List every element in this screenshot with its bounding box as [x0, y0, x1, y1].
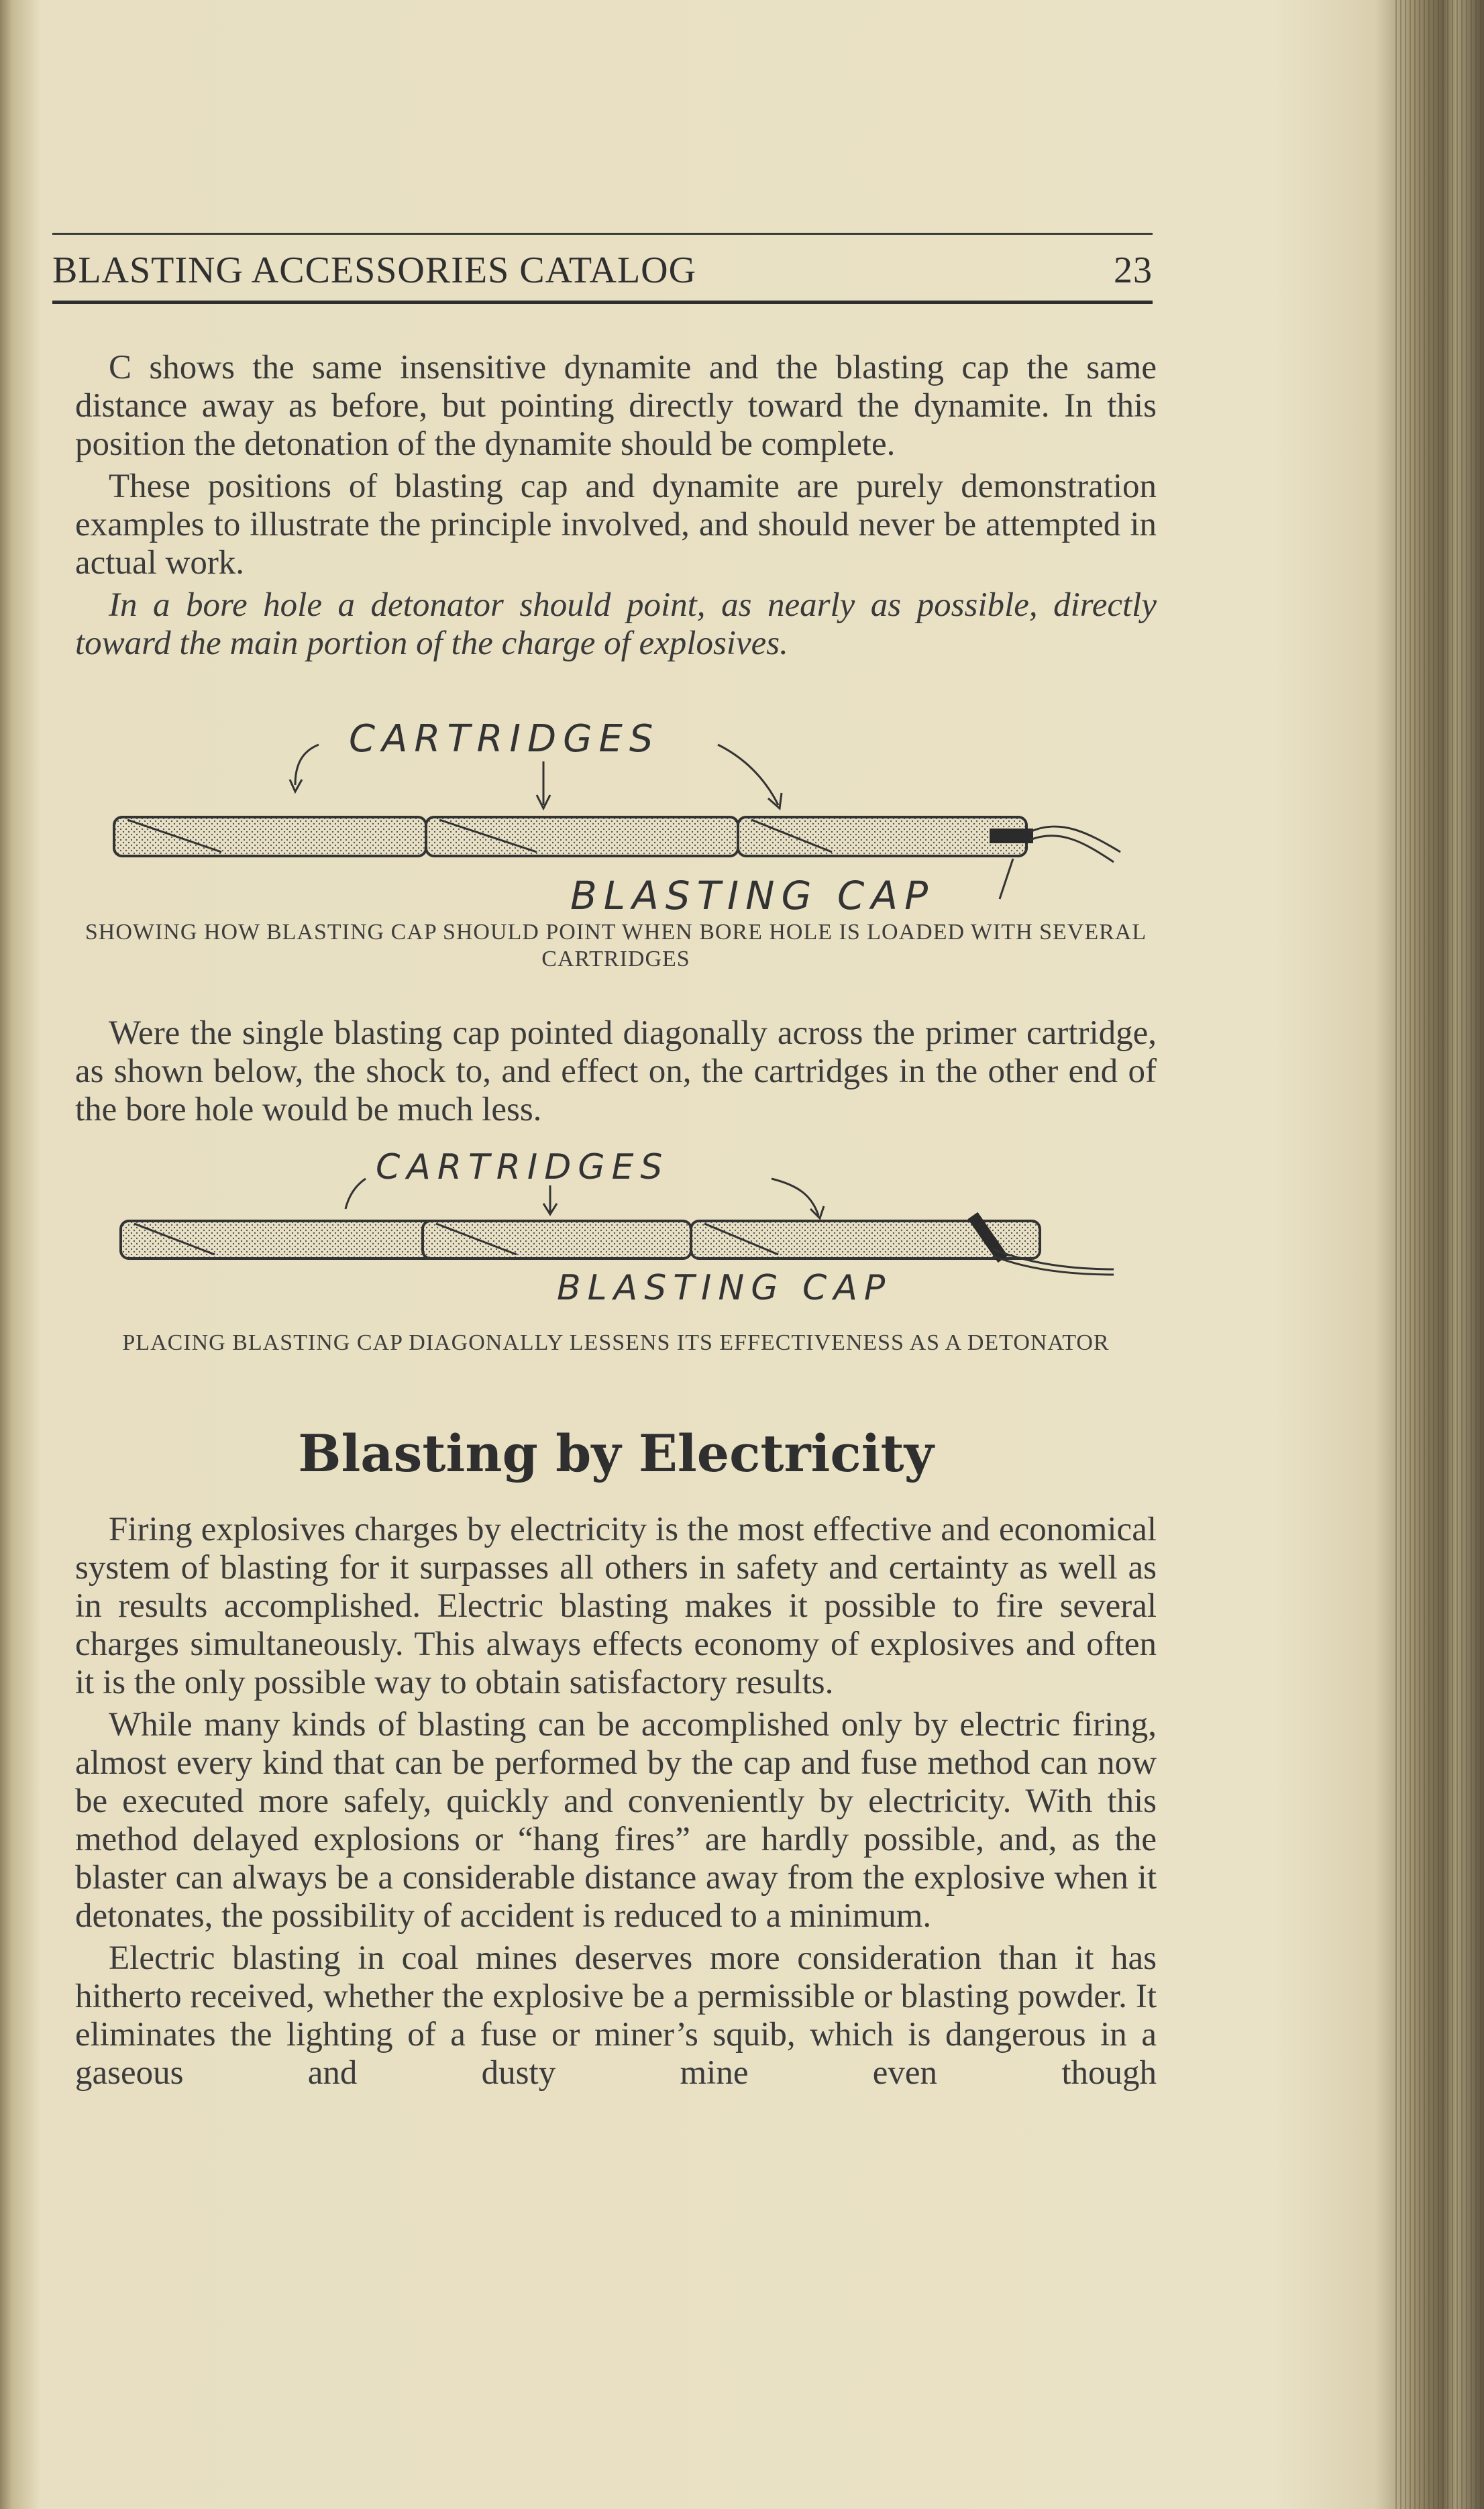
page-number: 23 — [1114, 250, 1153, 291]
paragraph-positions: These positions of blasting cap and dynamite are purely demonstration examples to illustrate the principle involved, and should never be attempted in actual work. — [75, 468, 1157, 582]
fig1-cartridge-3 — [738, 817, 1026, 856]
fig1-blasting-cap — [990, 829, 1033, 843]
fig2-label-cartridges: CARTRIDGES — [376, 1147, 670, 1187]
fig2-arrow-left — [346, 1179, 366, 1209]
paragraph-firing-explosives: Firing explosives charges by electricity is the most effective and economical system of blasting for it surpasses all others in safety and certainty as well as in results accomplished. Electric blasting makes it possible to fire several charges simultaneously. This always effects economy of explosives and often it is the only possible way to obtain satisfactory results. — [75, 1511, 1157, 1701]
fig1-label-cartridges: CARTRIDGES — [349, 717, 660, 761]
paragraph-block-2 — [75, 1014, 1157, 1129]
section-title: Blasting by Electricity — [298, 1424, 934, 1483]
fig2-cartridge-1 — [121, 1221, 443, 1259]
fig1-cartridge-2 — [426, 817, 738, 856]
header-rule-top — [52, 233, 1153, 235]
fig1-arrow-left — [295, 745, 319, 785]
fig1-cartridge-1 — [114, 817, 426, 856]
fig1-fuse-wire-2 — [1030, 836, 1114, 862]
running-header — [52, 247, 1153, 294]
header-title: BLASTING ACCESSORIES CATALOG — [52, 250, 697, 291]
paragraph-block-1 — [75, 349, 1157, 663]
paragraph-electric-firing: While many kinds of blasting can be accomplished only by electric firing, almost every kind that can be performed by the cap and fuse method can now be executed more safely, quickly and conveniently by electricity. With this method delayed explosions or “hang fires” are hardly possible, and, as the blaster can always be a considerable distance away from the explosive when it detonates, the possibility of accident is reduced to a minimum. — [75, 1706, 1157, 1935]
paragraph-c-shows: C shows the same insensitive dynamite and the blasting cap the same distance away as before, but pointing directly toward the dynamite. In this position the detonation of the dynamite should be complete. — [75, 349, 1157, 463]
fig1-fuse-wire-1 — [1030, 826, 1120, 852]
figure-1-caption: SHOWING HOW BLASTING CAP SHOULD POINT WHEN BORE HOLE IS LOADED WITH SEVERAL CARTRIDGES — [85, 920, 1147, 971]
header-rule-bottom — [52, 301, 1153, 304]
paragraph-coal-mines: Electric blasting in coal mines deserves more consideration than it has hitherto received, whether the explosive be a permissible or blasting powder. It eliminates the lighting of a fuse or miner’s squib, which is dangerous in a gaseous and dusty mine even though — [75, 1939, 1157, 2092]
fig2-cartridge-2 — [423, 1221, 691, 1259]
paragraph-block-3 — [75, 1511, 1157, 2092]
fig1-cap-pointer — [1000, 859, 1013, 899]
book-spine-edge — [1395, 0, 1484, 2509]
paragraph-diagonal: Were the single blasting cap pointed diagonally across the primer cartridge, as shown below, the shock to, and effect on, the cartridges in the other end of the bore hole would be much less. — [75, 1014, 1157, 1128]
figure-2-cartridges-diagram — [101, 1149, 1147, 1310]
fig1-label-blasting-cap: BLASTING CAP — [570, 873, 935, 918]
fig1-arrow-right — [718, 745, 778, 805]
figure-1-cartridges-diagram — [101, 717, 1147, 918]
paragraph-italic-rule: In a bore hole a detonator should point, as nearly as possible, directly toward the main portion of the charge of explosives. — [75, 586, 1157, 662]
fig2-label-blasting-cap: BLASTING CAP — [557, 1268, 892, 1308]
figure-2-caption: PLACING BLASTING CAP DIAGONALLY LESSENS ITS EFFECTIVENESS AS A DETONATOR — [122, 1330, 1110, 1355]
